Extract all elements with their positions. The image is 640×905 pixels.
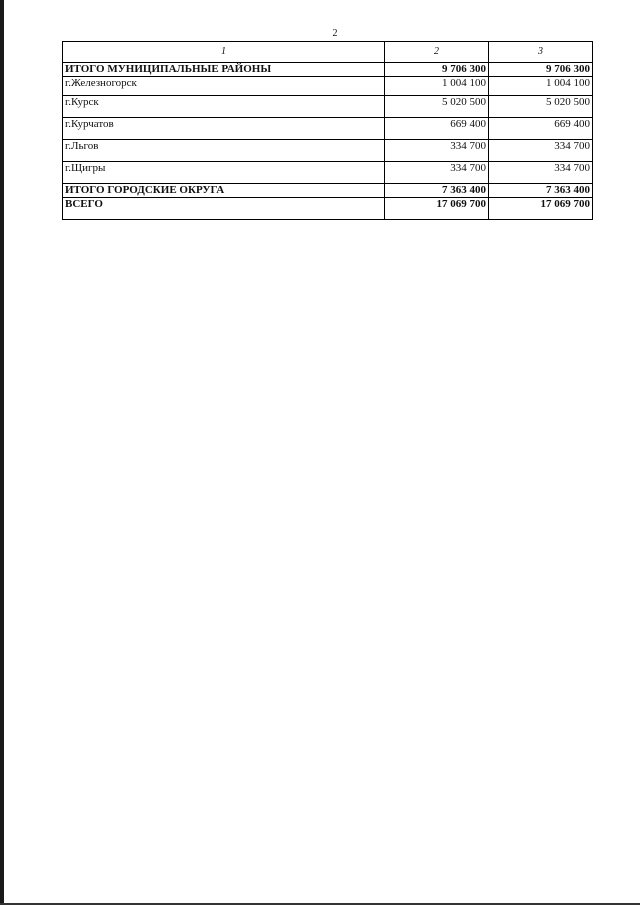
row-name: ИТОГО ГОРОДСКИЕ ОКРУГА [63, 184, 385, 198]
column-header-1: 1 [63, 42, 385, 63]
row-name: г.Железногорск [63, 77, 385, 96]
table-row [63, 118, 593, 140]
row-value-col2: 7 363 400 [385, 184, 489, 198]
row-value-col2: 1 004 100 [385, 77, 489, 96]
budget-table [62, 41, 593, 220]
table-row [63, 162, 593, 184]
row-name: ВСЕГО [63, 198, 385, 220]
scan-edge-left [0, 0, 4, 905]
column-header-3: 3 [489, 42, 593, 63]
row-value-col2: 334 700 [385, 162, 489, 184]
row-value-col3: 7 363 400 [489, 184, 593, 198]
row-value-col3: 669 400 [489, 118, 593, 140]
page-number: 2 [332, 28, 338, 39]
table-row-total-urban-districts [63, 184, 593, 198]
row-value-col2: 5 020 500 [385, 96, 489, 118]
row-name: г.Курчатов [63, 118, 385, 140]
row-value-col3: 9 706 300 [489, 63, 593, 77]
row-value-col2: 669 400 [385, 118, 489, 140]
table-row [63, 77, 593, 96]
table-row-grand-total [63, 198, 593, 220]
row-value-col3: 334 700 [489, 162, 593, 184]
row-value-col3: 334 700 [489, 140, 593, 162]
table-row-total-districts [63, 63, 593, 77]
column-header-2: 2 [385, 42, 489, 63]
table-row [63, 140, 593, 162]
row-name: г.Курск [63, 96, 385, 118]
row-value-col2: 17 069 700 [385, 198, 489, 220]
row-name: г.Щигры [63, 162, 385, 184]
row-value-col3: 1 004 100 [489, 77, 593, 96]
row-value-col3: 17 069 700 [489, 198, 593, 220]
row-value-col2: 9 706 300 [385, 63, 489, 77]
table-row [63, 96, 593, 118]
row-name: г.Льгов [63, 140, 385, 162]
row-name: ИТОГО МУНИЦИПАЛЬНЫЕ РАЙОНЫ [63, 63, 385, 77]
row-value-col2: 334 700 [385, 140, 489, 162]
row-value-col3: 5 020 500 [489, 96, 593, 118]
table-header-row [63, 42, 593, 63]
